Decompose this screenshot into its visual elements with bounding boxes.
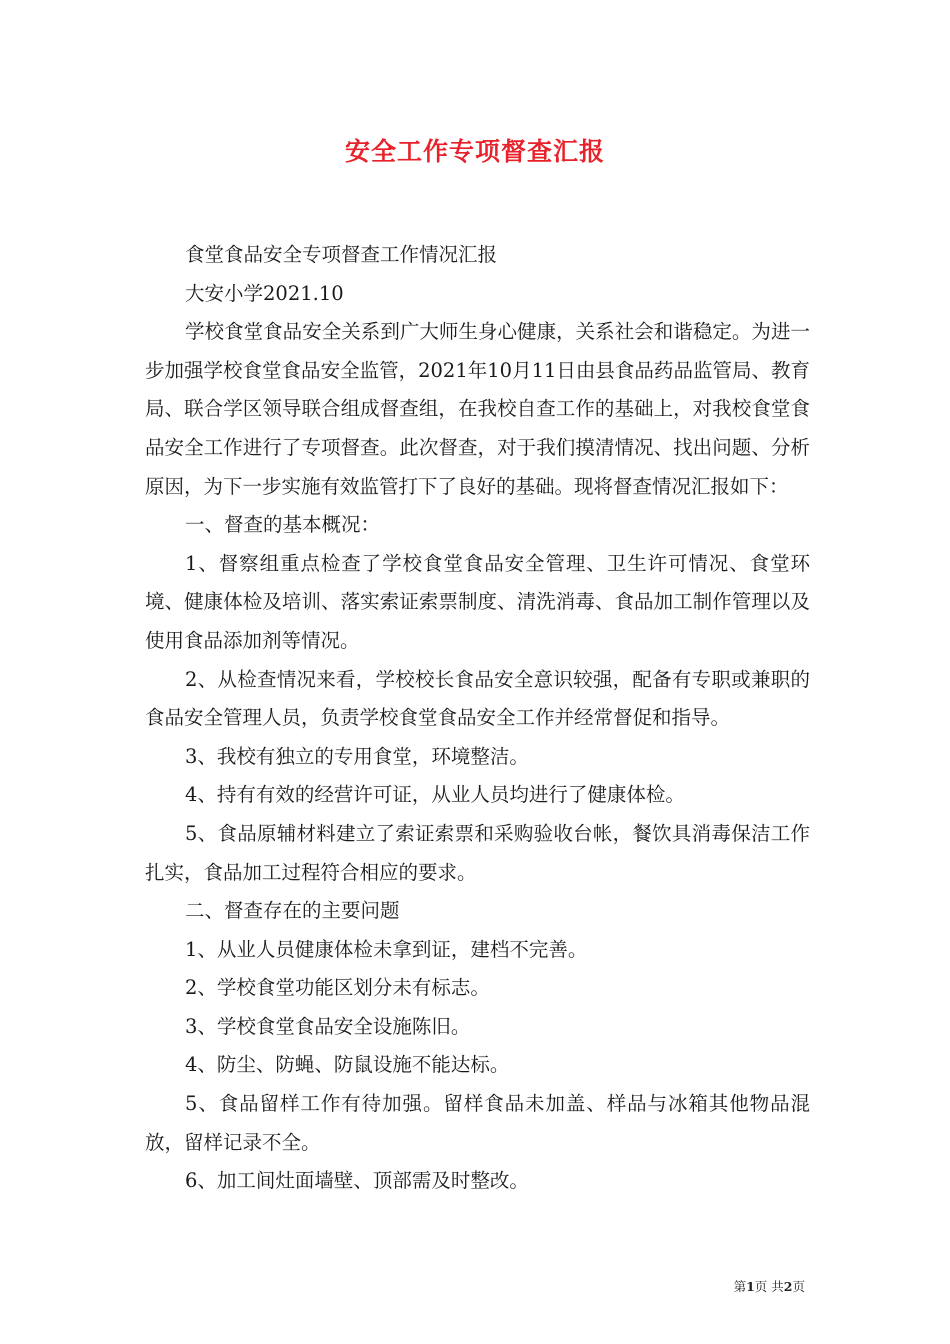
page-number-footer [734, 1277, 805, 1295]
footer-total-pages: 2 [783, 1279, 793, 1294]
footer-suffix: 页 [792, 1279, 805, 1294]
document-body [145, 236, 810, 1201]
paragraph-problem-2: 2、学校食堂功能区划分未有标志。 [185, 976, 490, 1000]
paragraph-school-date: 大安小学2021.10 [185, 281, 344, 305]
paragraph-overview-1: 1、督察组重点检查了学校食堂食品安全管理、卫生许可情况、食堂环境、健康体检及培训、落实索证索票制度、清洗消毒、食品加工制作管理以及使用食品添加剂等情况。 [145, 551, 810, 652]
paragraph-overview-2: 2、从检查情况来看，学校校长食品安全意识较强，配备有专职或兼职的食品安全管理人员，负责学校食堂食品安全工作并经常督促和指导。 [145, 667, 810, 730]
paragraph-overview-3: 3、我校有独立的专用食堂，环境整洁。 [185, 744, 529, 768]
section-heading-overview: 一、督查的基本概况： [185, 513, 381, 537]
paragraph-subtitle: 食堂食品安全专项督查工作情况汇报 [185, 243, 498, 266]
paragraph-problem-6: 6、加工间灶面墙壁、顶部需及时整改。 [185, 1169, 529, 1193]
paragraph-problem-5: 5、食品留样工作有待加强。留样食品未加盖、样品与冰箱其他物品混放，留样记录不全。 [145, 1092, 810, 1154]
footer-middle: 页 共 [754, 1279, 784, 1294]
paragraph-problem-1: 1、从业人员健康体检未拿到证，建档不完善。 [185, 937, 588, 961]
paragraph-overview-4: 4、持有有效的经营许可证，从业人员均进行了健康体检。 [185, 783, 685, 807]
paragraph-overview-5: 5、食品原辅材料建立了索证索票和采购验收台帐，餐饮具消毒保洁工作扎实，食品加工过程符合相应的要求。 [145, 821, 810, 884]
paragraph-intro: 学校食堂食品安全关系到广大师生身心健康，关系社会和谐稳定。为进一步加强学校食堂食品安全监管，2021年10月11日由县食品药品监管局、教育局、联合学区领导联合组成督查组，在我校自查工作的基础上，对我校食堂食品安全工作进行了专项督查。此次督查，对于我们摸清情况、找出问题、分析原因，为下一步实施有效监管打下了良好的基础。现将督查情况汇报如下： [145, 320, 810, 498]
footer-prefix: 第 [733, 1279, 747, 1294]
paragraph-problem-4: 4、防尘、防蝇、防鼠设施不能达标。 [185, 1053, 510, 1077]
footer-current-page: 1 [746, 1279, 755, 1294]
section-heading-problems: 二、督查存在的主要问题 [185, 899, 400, 923]
paragraph-problem-3: 3、学校食堂食品安全设施陈旧。 [185, 1014, 471, 1038]
document-title: 安全工作专项督查汇报 [344, 137, 605, 166]
